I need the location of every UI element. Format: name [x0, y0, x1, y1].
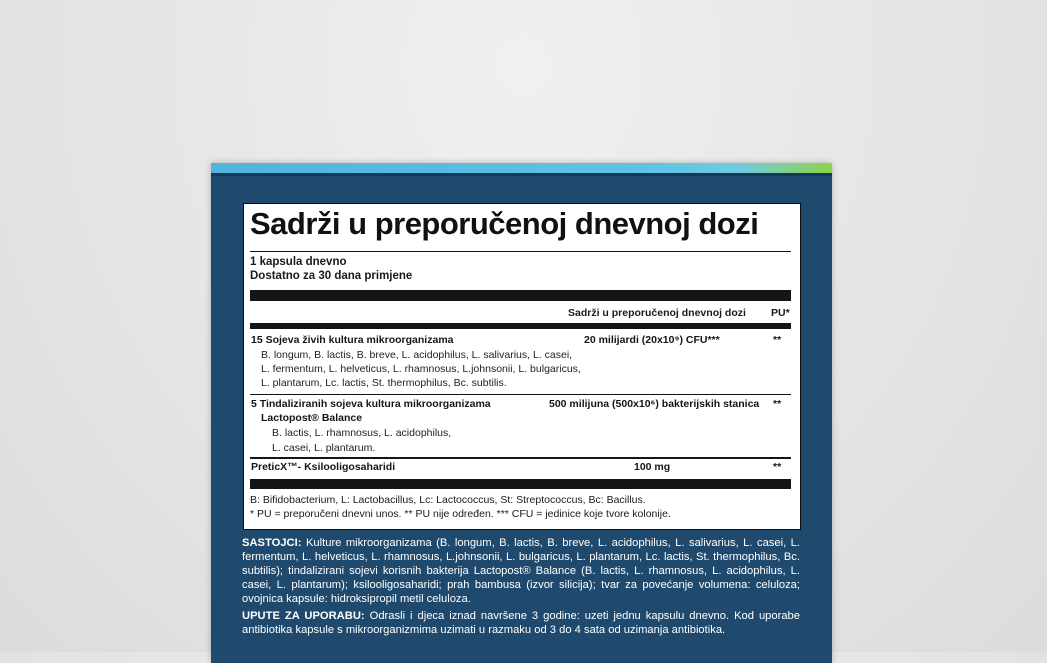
row-3-amount: 100 mg [634, 461, 671, 473]
col-amount-header: Sadrži u preporučenoj dnevnoj dozi [568, 307, 746, 319]
row-3-pu: ** [773, 461, 782, 473]
row-1-pu: ** [773, 334, 782, 346]
row-2-divider [250, 457, 791, 459]
usage-body: Odrasli i djeca iznad navršene 3 godine: uzeti jednu kapsulu dnevno. Kod uporabe antibiotika kapsule s mikroorganizmima uzimati u razmaku od 3 do 4 sata od uzimanja antibiotika. [242, 610, 801, 636]
col-pu-header: PU* [771, 307, 790, 319]
duration-line: Dostatno za 30 dana primjene [250, 270, 413, 282]
ingredients-body: Kulture mikroorganizama (B. longum, B. lactis, B. breve, L. acidophilus, L. salivarius, L. casei, L. fermentum, L. helveticus, L. rhamnosus, L.johnsonii, L. bulgaricus, L. plantarum, Lc. lactis, St. thermophilus, Bc. subtilis); tindalizirani sojevi korisnih bakterija Lactopost® Balance (B. lactis, L. rhamnosus, L. acidophilus, L. casei, L. plantarum); ksilooligosaharidi; prah bambusa (izvor silicija); tvar za povećanje volumena: celuloza; ovojnica kapsule: hidroksipropil metil celuloza. [242, 537, 800, 605]
row-1-divider [250, 394, 791, 395]
panel-title: Sadrži u preporučenoj dnevnoj dozi [250, 206, 759, 241]
product-box [211, 163, 832, 663]
row-1-title: 15 Sojeva živih kultura mikroorganizama [251, 334, 454, 346]
usage-label: UPUTE ZA UPORABU: [242, 610, 365, 622]
row-1-line-2: L. fermentum, L. helveticus, L. rhamnosus, L.johnsonii, L. bulgaricus, [261, 363, 581, 375]
dose-line: 1 kapsula dnevno [250, 256, 347, 268]
header-bottom-bar [250, 323, 791, 329]
ingredients-text [242, 536, 800, 606]
row-2-amount: 500 milijuna (500x10⁶) bakterijskih stanica [549, 398, 760, 410]
row-1-amount: 20 milijardi (20x10⁹) CFU*** [584, 334, 720, 346]
row-2-pu: ** [773, 398, 782, 410]
footer-bar [250, 479, 791, 489]
row-2-line-1: B. lactis, L. rhamnosus, L. acidophilus, [272, 427, 452, 439]
usage-text [242, 609, 800, 637]
footnote-abbreviations: B: Bifidobacterium, L: Lactobacillus, Lc: Lactococcus, St: Streptococcus, Bc: Bacillus. [250, 494, 646, 506]
footnote-legend: * PU = preporučeni dnevni unos. ** PU nije određen. *** CFU = jedinice koje tvore kolonije. [250, 508, 671, 520]
ingredients-label: SASTOJCI: [242, 537, 302, 549]
row-2-subtitle: Lactopost® Balance [261, 412, 363, 424]
row-1-line-1: B. longum, B. lactis, B. breve, L. acidophilus, L. salivarius, L. casei, [261, 349, 573, 361]
nutrition-panel [243, 203, 801, 530]
row-3-title: PreticX™- Ksilooligosaharidi [251, 461, 396, 473]
box-top-strip [211, 163, 832, 174]
row-2-title: 5 Tindaliziranih sojeva kultura mikroorganizama [251, 398, 491, 410]
title-rule [250, 251, 791, 252]
row-2-line-2: L. casei, L. plantarum. [272, 442, 376, 454]
header-bar [250, 290, 791, 301]
row-1-line-3: L. plantarum, Lc. lactis, St. thermophilus, Bc. subtilis. [261, 377, 507, 389]
